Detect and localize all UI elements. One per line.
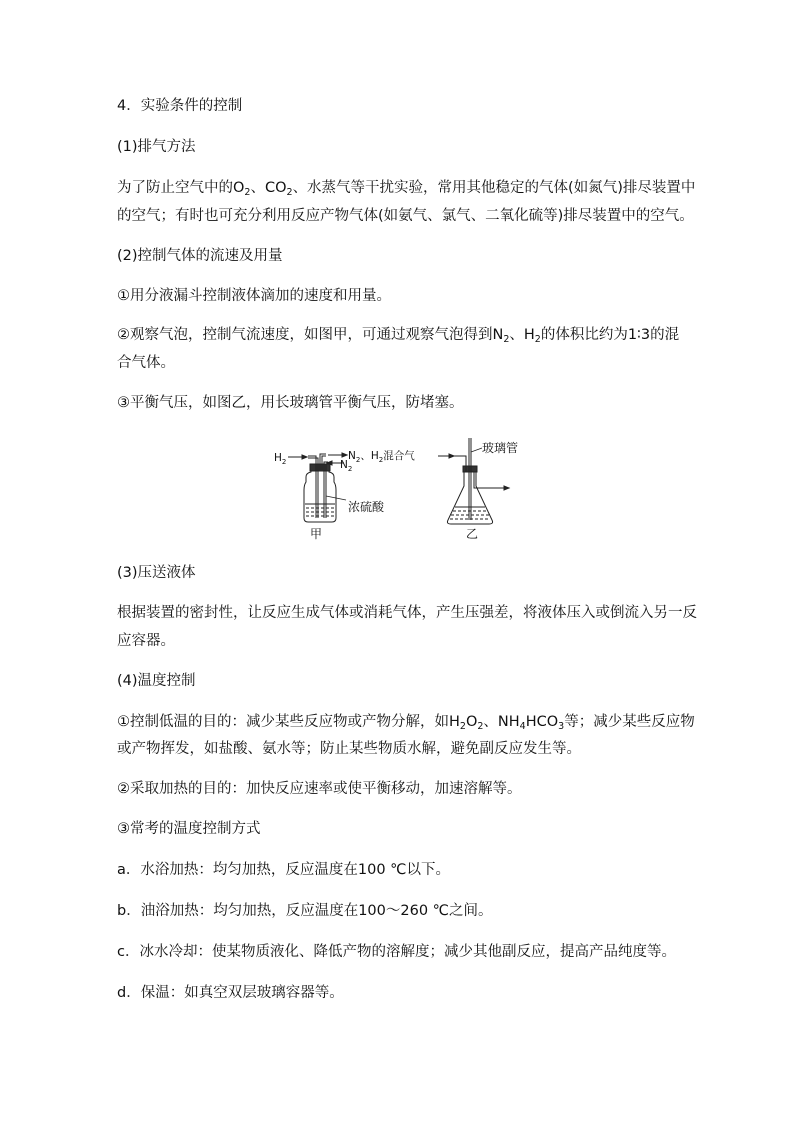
temp-method-c: c．冰水冷却：使某物质液化、降低产物的溶解度；减少其他副反应，提高产品纯度等。 xyxy=(117,944,676,960)
section-title: 4．实验条件的控制 xyxy=(117,98,243,114)
temp-item-3: ③常考的温度控制方式 xyxy=(117,821,261,837)
heading-exhaust-method: (1)排气方法 xyxy=(117,139,196,155)
jia-bottle xyxy=(304,470,336,522)
temp-item-2: ②采取加热的目的：加快反应速率或使平衡移动，加速溶解等。 xyxy=(117,781,522,797)
yi-stopper xyxy=(463,466,477,472)
gas-flow-item-1: ①用分液漏斗控制液体滴加的速度和用量。 xyxy=(117,288,391,304)
jia-mix-label: $N_2$、$H_2$混合气 xyxy=(348,450,415,464)
temp-method-d: d．保温：如真空双层玻璃容器等。 xyxy=(117,985,344,1001)
gas-flow-item-2: ②观察气泡，控制气流速度，如图甲，可通过观察气泡得到$N_2$、$H_2$的体积比约为1∶3的混 xyxy=(117,327,680,345)
yi-tube-label: 玻璃管 xyxy=(482,441,519,455)
press-liquid-line-1: 根据装置的密封性，让反应生成气体或消耗气体，产生压强差，将液体压入或倒流入另一反 xyxy=(117,605,697,621)
temp-method-b: b．油浴加热：均匀加热，反应温度在100～260 ℃之间。 xyxy=(117,903,493,919)
heading-temperature-control: (4)温度控制 xyxy=(117,673,196,689)
yi-flask xyxy=(447,470,492,524)
heading-press-liquid: (3)压送液体 xyxy=(117,565,196,581)
gas-flow-item-2-cont: 合气体。 xyxy=(117,355,175,371)
press-liquid-line-2: 应容器。 xyxy=(117,633,175,649)
heading-gas-flow: (2)控制气体的流速及用量 xyxy=(117,248,283,264)
jia-acid-label: 浓硫酸 xyxy=(348,500,385,514)
exhaust-text-line-2: 的空气；有时也可充分利用反应产物气体(如氨气、氯气、二氧化硫等)排尽装置中的空气。 xyxy=(117,208,694,224)
jia-h2-label: $H_2$ xyxy=(274,452,287,466)
yi-caption: 乙 xyxy=(466,527,479,541)
exhaust-text-line-1: 为了防止空气中的$O_2$、$CO_2$、水蒸气等干扰实验，常用其他稳定的气体(如氮气)排尽装置中 xyxy=(117,180,696,198)
jia-n2-label: $N_2$ xyxy=(340,459,353,473)
gas-flow-item-3: ③平衡气压，如图乙，用长玻璃管平衡气压，防堵塞。 xyxy=(117,395,464,411)
apparatus-figure xyxy=(270,430,530,545)
temp-item-1: ①控制低温的目的：减少某些反应物或产物分解，如$H_2O_2$、$NH_4HCO_3$等；减少某些反应物 xyxy=(117,714,695,732)
jia-caption: 甲 xyxy=(310,527,323,541)
temp-item-1-cont: 或产物挥发，如盐酸、氨水等；防止某些物质水解，避免副反应发生等。 xyxy=(117,741,581,757)
temp-method-a: a．水浴加热：均匀加热，反应温度在100 ℃以下。 xyxy=(117,862,450,878)
yi-outlet-tube xyxy=(474,472,496,488)
